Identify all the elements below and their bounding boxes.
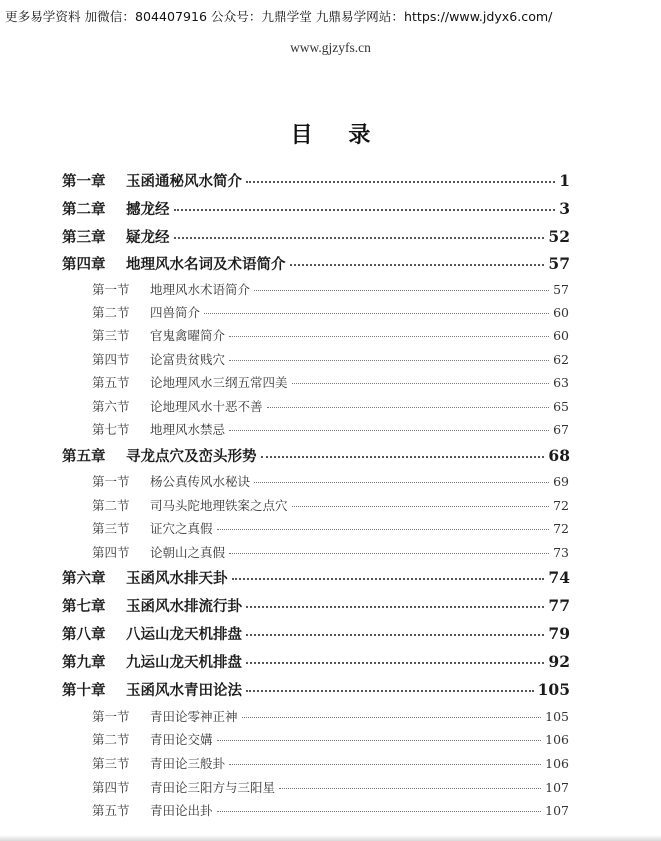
- toc-page-number: 67: [553, 422, 569, 437]
- toc-page-number: 65: [553, 399, 569, 414]
- toc-page-number: 107: [545, 803, 569, 818]
- toc-entry-number: 第二节: [92, 732, 130, 747]
- toc-section-row: [92, 472, 569, 492]
- toc-entry-title: 论地理风水十恶不善: [150, 399, 263, 414]
- toc-entry-number: 第九章: [62, 654, 106, 671]
- toc-page-number: 74: [548, 568, 570, 587]
- toc-entry-number: 第七章: [62, 598, 106, 615]
- toc-page-number: 69: [553, 474, 569, 489]
- toc-entry-title: 官鬼禽曜简介: [150, 328, 226, 343]
- toc-chapter-row: [62, 170, 570, 194]
- toc-page-number: 106: [545, 732, 569, 747]
- toc-dot-leader: [229, 764, 541, 765]
- toc-entry-number: 第五章: [62, 448, 106, 465]
- toc-dot-leader: [229, 553, 549, 554]
- toc-entry-title: 地理风水禁忌: [150, 422, 226, 437]
- toc-entry-number: 第二章: [62, 201, 106, 218]
- toc-entry-title: 九运山龙天机排盘: [126, 654, 242, 671]
- toc-entry-number: 第三节: [92, 521, 130, 536]
- toc-chapter-row: [62, 567, 570, 591]
- toc-dot-leader: [229, 336, 549, 337]
- toc-entry-number: 第二节: [92, 498, 130, 513]
- toc-dot-leader: [174, 237, 545, 239]
- toc-chapter-row: [62, 595, 570, 619]
- toc-section-row: [92, 420, 569, 440]
- toc-entry-number: 第五节: [92, 803, 130, 818]
- toc-entry-title: 地理风水术语简介: [150, 282, 251, 297]
- toc-entry-title: 玉函风水排天卦: [126, 570, 228, 587]
- toc-entry-title: 玉函风水排流行卦: [126, 598, 242, 615]
- toc-dot-leader: [246, 606, 544, 608]
- toc-page-number: 60: [553, 328, 569, 343]
- toc-entry-number: 第八章: [62, 626, 106, 643]
- toc-dot-leader: [174, 209, 556, 211]
- toc-page-number: 1: [559, 171, 570, 190]
- toc-page-number: 62: [553, 352, 569, 367]
- toc-section-row: [92, 350, 569, 370]
- toc-chapter-row: [62, 253, 570, 277]
- toc-section-row: [92, 397, 569, 417]
- toc-section-row: [92, 326, 569, 346]
- toc-dot-leader: [267, 407, 550, 408]
- toc-entry-number: 第四章: [62, 256, 106, 273]
- toc-dot-leader: [204, 313, 549, 314]
- toc-entry-title: 司马头陀地理铁案之点穴: [150, 498, 288, 513]
- toc-section-row: [92, 519, 569, 539]
- toc-entry-number: 第四节: [92, 352, 130, 367]
- toc-dot-leader: [279, 788, 541, 789]
- toc-dot-leader: [254, 290, 549, 291]
- toc-chapter-row: [62, 623, 570, 647]
- toc-entry-title: 杨公真传风水秘诀: [150, 474, 251, 489]
- toc-dot-leader: [217, 529, 550, 530]
- toc-entry-number: 第七节: [92, 422, 130, 437]
- toc-entry-title: 论朝山之真假: [150, 545, 226, 560]
- toc-entry-title: 四兽简介: [150, 305, 201, 320]
- toc-entry-number: 第三节: [92, 328, 130, 343]
- toc-page-number: 72: [553, 521, 569, 536]
- toc-entry-title: 青田论交媾: [150, 732, 213, 747]
- toc-entry-number: 第二节: [92, 305, 130, 320]
- toc-entry-number: 第一节: [92, 282, 130, 297]
- toc-section-row: [92, 730, 569, 750]
- toc-entry-number: 第四节: [92, 780, 130, 795]
- toc-chapter-row: [62, 198, 570, 222]
- toc-page-number: 52: [548, 227, 570, 246]
- page-title: 目 录: [290, 122, 385, 148]
- toc-entry-title: 论富贵贫贱穴: [150, 352, 226, 367]
- toc-dot-leader: [217, 811, 542, 812]
- toc-section-row: [92, 543, 569, 563]
- toc-entry-number: 第五节: [92, 375, 130, 390]
- toc-dot-leader: [246, 181, 555, 183]
- toc-dot-leader: [242, 717, 542, 718]
- toc-entry-number: 第一节: [92, 709, 130, 724]
- toc-page-number: 68: [548, 446, 570, 465]
- toc-page-number: 107: [545, 780, 569, 795]
- toc-entry-number: 第一节: [92, 474, 130, 489]
- toc-dot-leader: [246, 634, 544, 636]
- toc-page-number: 92: [548, 652, 570, 671]
- toc-chapter-row: [62, 445, 570, 469]
- toc-page-number: 105: [545, 709, 569, 724]
- toc-entry-title: 撼龙经: [126, 201, 170, 218]
- toc-dot-leader: [292, 506, 550, 507]
- toc-page-number: 106: [545, 756, 569, 771]
- toc-section-row: [92, 496, 569, 516]
- toc-entry-title: 青田论三阳方与三阳星: [150, 780, 276, 795]
- toc-chapter-row: [62, 679, 570, 703]
- toc-dot-leader: [229, 430, 549, 431]
- toc-chapter-row: [62, 226, 570, 250]
- toc-page-number: 73: [553, 545, 569, 560]
- toc-entry-number: 第六章: [62, 570, 106, 587]
- toc-dot-leader: [261, 456, 545, 458]
- toc-dot-leader: [246, 662, 544, 664]
- toc-entry-title: 证穴之真假: [150, 521, 213, 536]
- toc-dot-leader: [290, 264, 545, 266]
- toc-entry-number: 第六节: [92, 399, 130, 414]
- toc-entry-title: 地理风水名词及术语简介: [126, 256, 286, 273]
- toc-section-row: [92, 754, 569, 774]
- toc-page-number: 60: [553, 305, 569, 320]
- toc-entry-title: 寻龙点穴及峦头形势: [126, 448, 257, 465]
- toc-entry-number: 第一章: [62, 173, 106, 190]
- toc-entry-number: 第三节: [92, 756, 130, 771]
- toc-section-row: [92, 707, 569, 727]
- toc-page-number: 63: [553, 375, 569, 390]
- toc-section-row: [92, 280, 569, 300]
- toc-entry-number: 第十章: [62, 682, 106, 699]
- toc-entry-title: 青田论零神正神: [150, 709, 238, 724]
- toc-section-row: [92, 303, 569, 323]
- website-url: www.gjzyfs.cn: [290, 40, 371, 55]
- toc-entry-title: 疑龙经: [126, 229, 170, 246]
- toc-entry-number: 第四节: [92, 545, 130, 560]
- toc-entry-title: 青田论三般卦: [150, 756, 226, 771]
- toc-entry-title: 青田论出卦: [150, 803, 213, 818]
- toc-section-row: [92, 778, 569, 798]
- toc-entry-title: 八运山龙天机排盘: [126, 626, 242, 643]
- toc-dot-leader: [246, 690, 534, 692]
- toc-dot-leader: [254, 482, 549, 483]
- page-bottom-shadow: [0, 835, 661, 841]
- toc-entry-title: 论地理风水三纲五常四美: [150, 375, 288, 390]
- toc-entry-number: 第三章: [62, 229, 106, 246]
- toc-chapter-row: [62, 651, 570, 675]
- toc-dot-leader: [232, 578, 545, 580]
- toc-entry-title: 玉函通秘风水简介: [126, 173, 242, 190]
- toc-entry-title: 玉函风水青田论法: [126, 682, 242, 699]
- toc-page-number: 105: [537, 680, 570, 699]
- toc-page-number: 57: [553, 282, 569, 297]
- toc-section-row: [92, 801, 569, 821]
- toc-dot-leader: [217, 740, 542, 741]
- toc-dot-leader: [229, 360, 549, 361]
- toc-page-number: 72: [553, 498, 569, 513]
- toc-dot-leader: [292, 383, 550, 384]
- toc-page-number: 57: [548, 254, 570, 273]
- toc-page-number: 79: [548, 624, 570, 643]
- toc-page-number: 77: [548, 596, 570, 615]
- toc-page-number: 3: [559, 199, 570, 218]
- header-bar: 更多易学资料 加微信：804407916 公众号：九鼎学堂 九鼎易学网站：https://www.jdyx6.com/: [5, 9, 553, 24]
- toc-section-row: [92, 373, 569, 393]
